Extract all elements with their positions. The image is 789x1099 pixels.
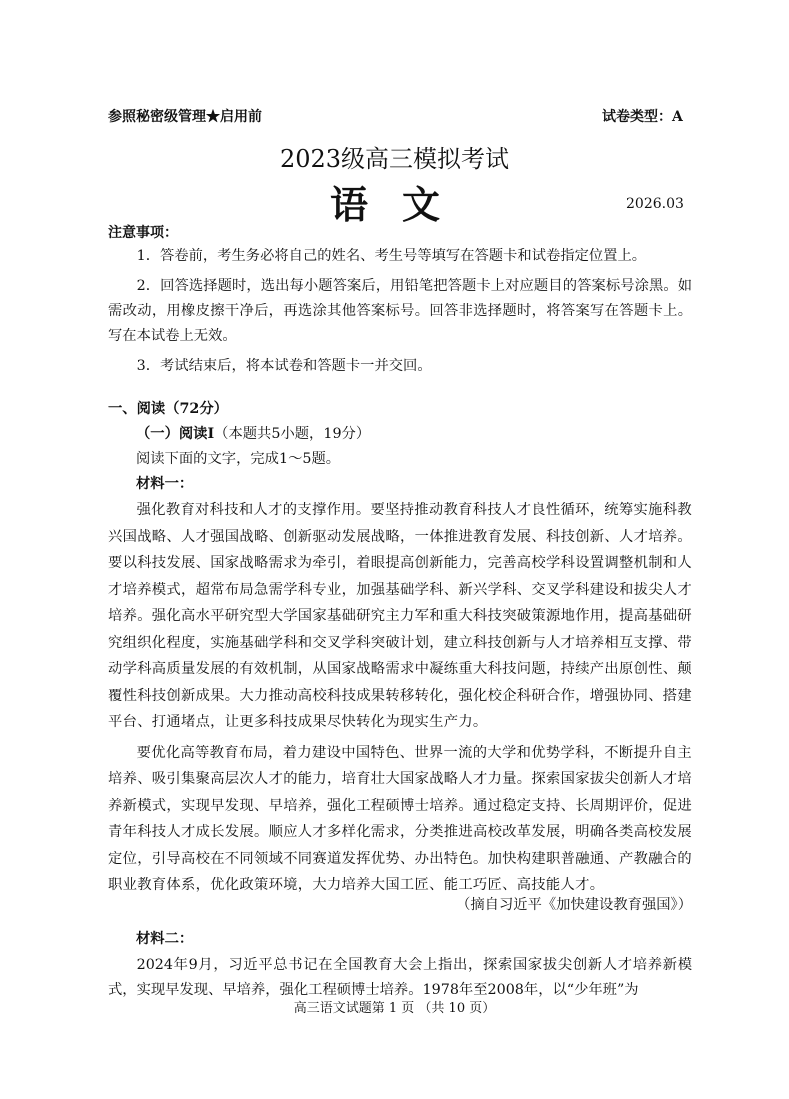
paper-type-label: 试卷类型：A <box>602 109 683 125</box>
notice-item: 2．回答选择题时，选出每小题答案后，用铅笔把答题卡上对应题目的答案标号涂黑。如需改动，用橡皮擦干净后，再选涂其他答案标号。回答非选择题时，将答案写在答题卡上。写在本试卷上无效。 <box>108 278 692 344</box>
paragraph: 要优化高等教育布局，着力建设中国特色、世界一流的大学和优势学科，不断提升自主培养、吸引集聚高层次人才的能力，培育壮大国家战略人才力量。探索国家拔尖创新人才培养新模式，实现早发现、早培养，强化工程硕博士培养。通过稳定支持、长周期评价，促进青年科技人才成长发展。顺应人才多样化需求，分类推进高校改革发展，明确各类高校发展定位，引导高校在不同领域不同赛道发挥优势、办出特色。加快构建职普融通、产教融合的职业教育体系，优化政策环境，大力培养大国工匠、能工巧匠、高技能人才。 <box>108 744 692 893</box>
section-heading: 一、阅读（72分） <box>108 401 228 417</box>
notice-item: 3．考试结束后，将本试卷和答题卡一并交回。 <box>136 358 432 374</box>
material1-body <box>108 497 692 899</box>
material1-citation: （摘自习近平《加快建设教育强国》） <box>456 897 692 913</box>
material2-label: 材料二： <box>136 931 194 947</box>
notice-item: 1．答卷前，考生务必将自己的姓名、考生号等填写在答题卡和试卷指定位置上。 <box>136 248 647 264</box>
notice-list <box>108 244 692 379</box>
subject-title: 语文 <box>330 182 475 227</box>
sub-section-info: （本题共5小题，19分） <box>214 426 371 442</box>
section-instruction: 阅读下面的文字，完成1～5题。 <box>136 451 341 467</box>
confidential-label: 参照秘密级管理★启用前 <box>108 109 262 125</box>
exam-title: 2023级高三模拟考试 <box>279 145 510 173</box>
sub-section-heading <box>136 423 370 443</box>
material1-label: 材料一： <box>136 476 194 492</box>
notice-heading: 注意事项： <box>108 225 178 241</box>
material2-text: 2024年9月，习近平总书记在全国教育大会上指出，探索国家拔尖创新人才培养新模式，实现早发现、早培养，强化工程硕博士培养。1978年至2008年，以“少年班”为 <box>108 957 692 998</box>
paragraph: 强化教育对科技和人才的支撑作用。要坚持推动教育科技人才良性循环，统筹实施科教兴国战略、人才强国战略、创新驱动发展战略，一体推进教育发展、科技创新、人才培养。要以科技发展、国家战略需求为牵引，着眼提高创新能力，完善高校学科设置调整机制和人才培养模式，超常布局急需学科专业，加强基础学科、新兴学科、交叉学科建设和拔尖人才培养。强化高水平研究型大学国家基础研究主力军和重大科技突破策源地作用，提高基础研究组织化程度，实施基础学科和交叉学科突破计划，建立科技创新与人才培养相互支撑、带动学科高质量发展的有效机制，从国家战略需求中凝练重大科技问题，持续产出原创性、颠覆性科技创新成果。大力推动高校科技成果转移转化，强化校企科研合作，增强协同、搭建平台、打通堵点，让更多科技成果尽快转化为现实生产力。 <box>108 502 692 730</box>
exam-date: 2026.03 <box>626 196 684 212</box>
page-footer: 高三语文试题第 1 页 （共 10 页） <box>293 1001 496 1016</box>
sub-section-title: （一）阅读Ⅰ <box>136 426 215 442</box>
